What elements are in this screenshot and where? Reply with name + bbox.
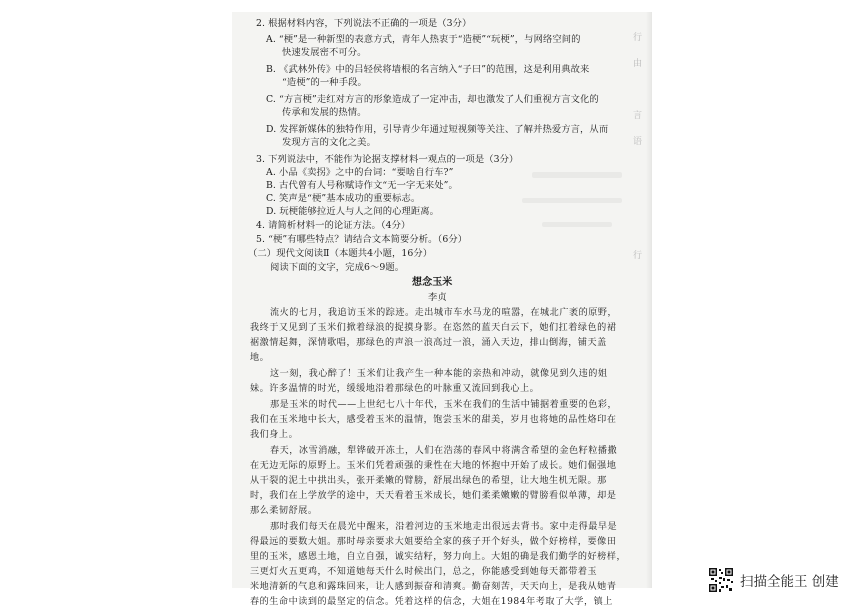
essay-line: 妹。许多温情的时光，缓缓地沿着那绿色的叶脉重又流回到我心上。 xyxy=(250,384,540,394)
essay-author: 李贞 xyxy=(428,292,447,303)
question-3-option-c: C. 笑声是“梗”基本成功的重要标志。 xyxy=(266,193,421,204)
essay-line: 米地清新的气息和露珠回来，让人感到振奋和清爽。勤奋刻苦，天天向上，是我从她青 xyxy=(250,582,617,592)
question-2-option-d-cont: 发现方言的文化之美。 xyxy=(282,137,376,148)
bleed-through-char: 行 xyxy=(632,251,642,261)
question-2-option-b-cont: “造梗”的一种手段。 xyxy=(282,77,367,88)
essay-line: 那时我们每天在晨光中醒来，沿着河边的玉米地走出很远去背书。家中走得最早是 xyxy=(270,522,618,532)
essay-line: 时，我们在上学放学的途中，天天看着玉米成长，她们柔柔嫩嫩的臂膀看似单薄，却是 xyxy=(250,491,617,501)
essay-line: 从干裂的泥土中拱出头，张开柔嫩的臂膀，舒展出绿色的希望，让大地生机无限。那 xyxy=(250,476,607,486)
question-5: 5. “梗”有哪些特点？请结合文本简要分析。（6分） xyxy=(256,234,468,245)
essay-line: 在无边无际的原野上。玉米们凭着顽强的秉性在大地的怀抱中开始了成长。她们倔强地 xyxy=(250,461,617,471)
scan-smudge xyxy=(522,198,622,203)
essay-line: 三更灯火五更鸡，不知道她每天什么时候出门，总之，你能感受到她每天都带着玉 xyxy=(250,567,598,577)
essay-line: 得最远的要数大姐。那时母亲要求大姐要给全家的孩子开个好头，做个好榜样，要像田 xyxy=(250,537,617,547)
bleed-through-char: 由 xyxy=(632,59,642,69)
question-3-stem: 3. 下列说法中，不能作为论据支撑材料一观点的一项是（3分） xyxy=(256,154,519,165)
essay-line: 春天，冰雪消融，犁铧破开冻土，人们在浩荡的春风中将满含希望的金色籽粒播撒 xyxy=(270,446,618,456)
scanner-watermark xyxy=(708,566,839,594)
essay-line: 这一刻，我心醉了！玉米们让我产生一种本能的亲热和冲动，就像见到久违的姐 xyxy=(270,369,608,379)
question-2-option-a-cont: 快速发展密不可分。 xyxy=(282,47,367,58)
question-2-option-b: B. 《武林外传》中的吕轻侯将墙根的名言纳入“子曰”的范围，这是利用典故来 xyxy=(266,64,590,75)
question-2-option-c-cont: 传承和发展的热情。 xyxy=(282,107,367,118)
scan-smudge xyxy=(542,222,612,227)
essay-line: 我终于又见到了玉米们掀着绿浪的捉摸身影。在恣然的蓝天白云下，她们扛着绿色的裙 xyxy=(250,323,617,333)
reading-instruction: 阅读下面的文字，完成6～9题。 xyxy=(270,262,405,273)
question-2-option-d: D. 发挥新媒体的独特作用，引导青少年通过短视频等关注、了解并热爱方言，从而 xyxy=(266,124,609,135)
bleed-through-char: 言 xyxy=(632,111,642,121)
question-3-option-d: D. 玩梗能够拉近人与人之间的心理距离。 xyxy=(266,206,440,217)
essay-line: 我们在玉米地中长大，感受着玉米的温情，饱尝玉米的甜美，岁月也将她的品性烙印在 xyxy=(250,415,617,425)
question-3-option-a: A. 小品《卖拐》之中的台词：“要啥自行车?” xyxy=(266,167,454,178)
essay-line: 我们身上。 xyxy=(250,430,299,440)
qr-code-icon xyxy=(708,567,734,593)
question-2-option-c: C. “方言梗”走红对方言的形象造成了一定冲击，却也激发了人们重视方言文化的 xyxy=(266,94,599,105)
question-3-option-b: B. 古代曾有人号称赋诗作文“无一字无来处”。 xyxy=(266,180,458,191)
question-2-stem: 2. 根据材料内容，下列说法不正确的一项是（3分） xyxy=(256,18,472,29)
bleed-through-char: 行 xyxy=(632,33,642,43)
essay-line: 那是玉米的时代——上世纪七八十年代，玉米在我们的生活中铺据着重要的色彩， xyxy=(270,400,618,410)
question-4: 4. 请简析材料一的论证方法。（4分） xyxy=(256,220,411,231)
scanned-exam-page xyxy=(232,12,652,607)
bleed-through-char: 语 xyxy=(632,137,642,147)
section-heading: （二）现代文阅读Ⅱ（本题共4小题，16分） xyxy=(248,248,433,259)
watermark-text: 扫描全能王 创建 xyxy=(740,574,839,590)
essay-line: 流火的七月，我追访玉米的踪迹。走出城市车水马龙的喧嚣，在城北广袤的原野， xyxy=(270,308,618,318)
essay-line: 春的生命中读到的最坚定的信念。凭着这样的信念，大姐在1984年考取了大学，镇上 xyxy=(250,597,613,607)
essay-line: 地。 xyxy=(250,353,270,363)
essay-line: 里的玉米，感恩土地，自立自强，诚实结籽，努力向上。大姐的确是我们勤学的好榜样， xyxy=(250,552,627,562)
scan-smudge xyxy=(532,172,622,178)
question-2-option-a: A. “梗”是一种新型的表意方式，青年人热衷于“造梗”“玩梗”，与网络空间的 xyxy=(266,34,581,45)
essay-title: 想念玉米 xyxy=(412,277,453,288)
essay-line: 那么柔韧舒展。 xyxy=(250,506,318,516)
essay-line: 裾激情起舞，深情歌唱，那绿色的声浪一浪高过一浪，涌入天边，排山倒海，铺天盖 xyxy=(250,338,607,348)
